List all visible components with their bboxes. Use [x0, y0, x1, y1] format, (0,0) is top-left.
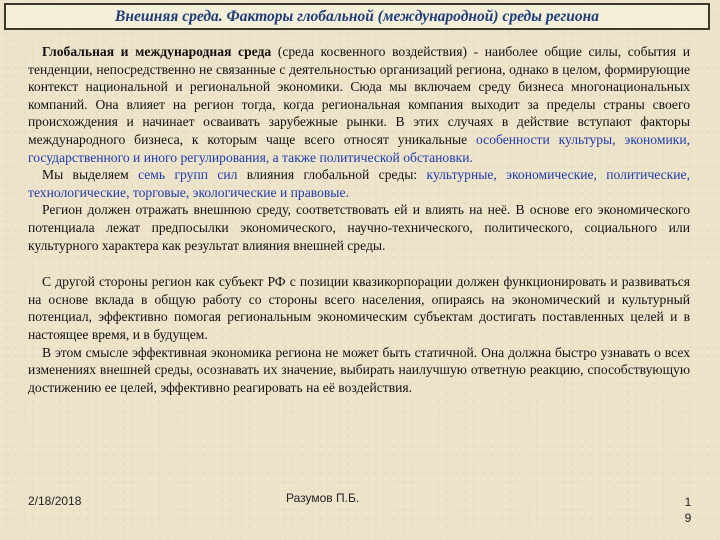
paragraph-seven-groups — [28, 166, 690, 201]
paragraph-effective-economy: В этом смысле эффективная экономика региона не может быть статичной. Она должна быстро узнавать о всех изменениях внешней среды, осознавать их значение, выбирать наилучшую ответную реакцию, способствующую достижению ее целей, эффективно реагировать на её воздействия. — [28, 344, 690, 395]
slide-title-box — [4, 3, 710, 30]
term-global-environment: Глобальная и международная среда — [42, 44, 272, 59]
footer-date: 2/18/2018 — [28, 494, 82, 508]
slide-body — [28, 43, 690, 396]
paragraph-2-highlight-1: семь групп сил — [138, 167, 238, 183]
paragraph-1-highlight: особенности культуры, экономики, государственного и иного регулирования, а также политической обстановки. — [28, 131, 690, 165]
footer-page-number: 19 — [684, 495, 692, 525]
paragraph-2-text-2: влияния глобальной среды: — [237, 167, 427, 183]
paragraph-1-text: (среда косвенного воздействия) - наиболее общие силы, события и тенденции, непосредственно не связанные с деятельностью организаций региона, однако в целом, формирующие контекст национальной и региональной экономики. Сюда мы включаем среду бизнеса многонациональных компаний. Она влияет на регион тогда, когда региональная компания выходит за пределы страны своего происхождения и начинает осваивать зарубежные рынки. В этих случаях в действие вступают факторы международного бизнеса, к которым чаще всего относят уникальные — [28, 44, 691, 147]
footer-author: Разумов П.Б. — [286, 491, 360, 505]
paragraph-quasi-corporation: С другой стороны регион как субъект РФ с позиции квазикорпорации должен функционировать и развиваться на основе вклада в общую работу со стороны всего населения, опираясь на экономический и культурный потенциал, эффективно помогая региональным экономическим субъектам достигать поставленных целей и в настоящее время, и в будущем. — [28, 274, 690, 342]
slide-title: Внешняя среда. Факторы глобальной (международной) среды региона — [115, 7, 599, 25]
paragraph-region-reflects: Регион должен отражать внешнюю среду, соответствовать ей и влиять на неё. В основе его экономического потенциала лежат предпосылки экономического, научно-технического, политического, социального или культурного характера как результат влияния внешней среды. — [28, 202, 690, 253]
paragraph-2-text: Мы выделяем — [42, 167, 139, 183]
paragraph-global-environment — [28, 43, 690, 166]
paragraph-2-highlight-2: культурные, экономические, политические, технологические, торговые, экологические и правовые. — [28, 167, 690, 200]
